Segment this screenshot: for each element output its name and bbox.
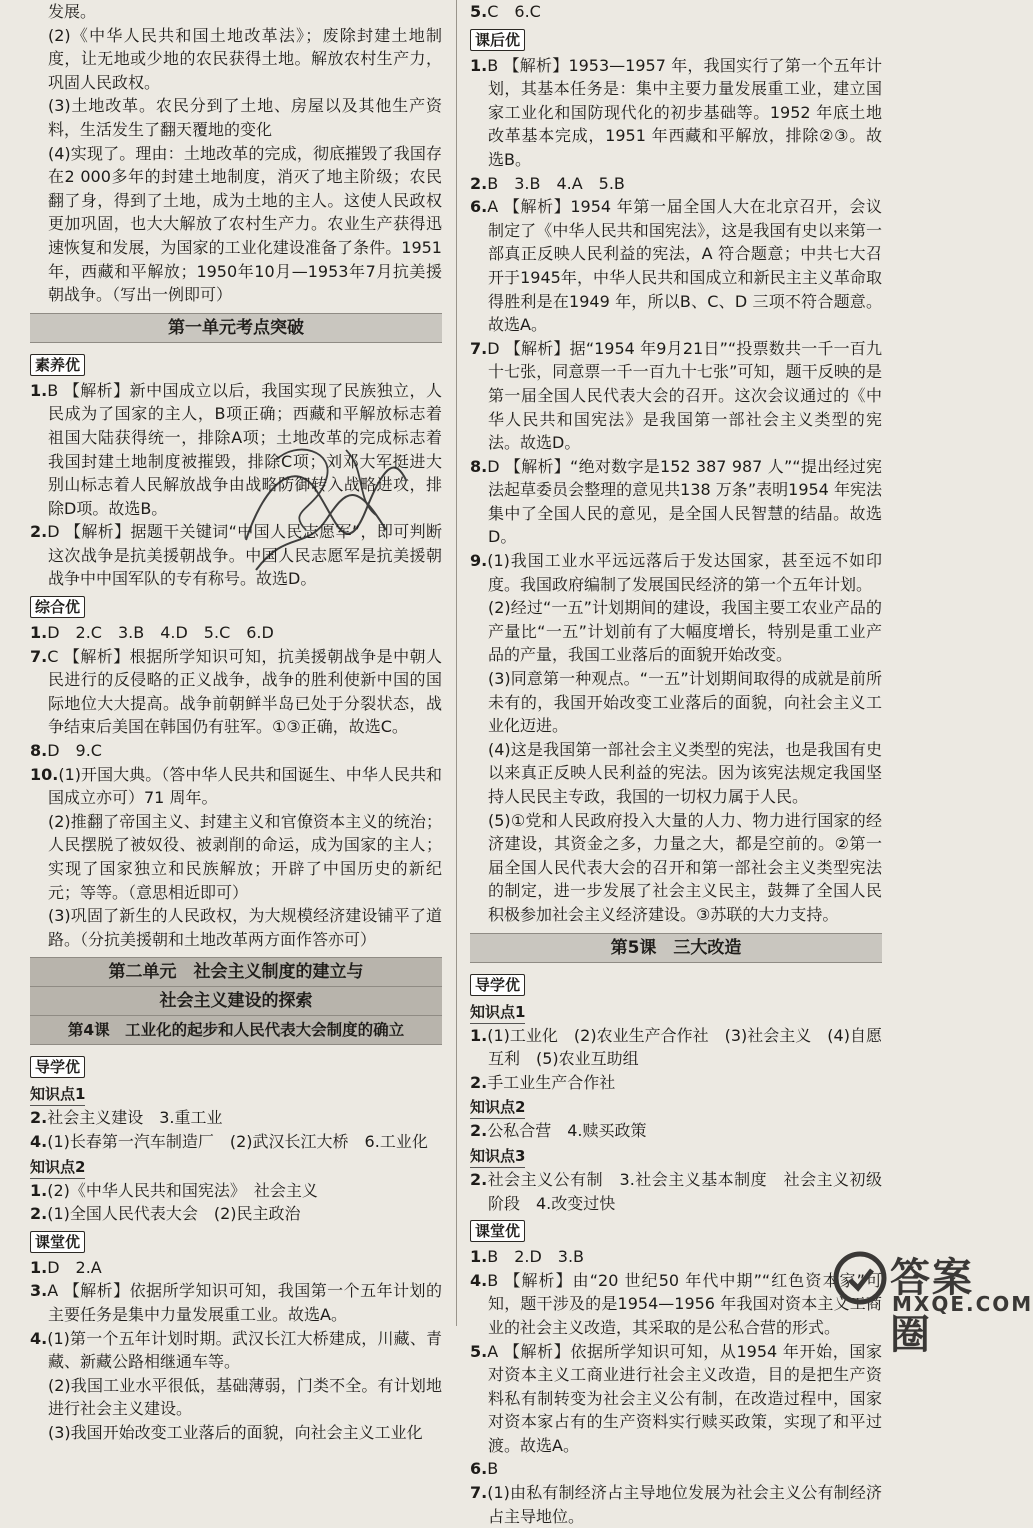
section-heading: 第二单元 社会主义制度的建立与 [30, 957, 442, 987]
answer-item [30, 739, 442, 763]
item-text: (1)开国大典。（答中华人民共和国诞生、中华人民共和国成立亦可）71 周年。 [48, 764, 442, 808]
answer-item [30, 1202, 442, 1226]
item-number: 8. [30, 741, 48, 761]
answer-item [30, 1179, 442, 1203]
answer-subitem: (4)实现了。理由：土地改革的完成，彻底摧毁了我国存在2 000多年的封建土地制度，消灭了地主阶级；农民翻了身，得到了土地，成为土地的主人。这使人民政权更加巩固，也大大解放了农村生产力。农业生产获得迅速恢复和发展，为国家的工业化建设准备了条件。1951 年，西藏和平解放；1950年10月—1953年7月抗美援朝战争。（写出一例即可） [48, 143, 442, 305]
answer-item [470, 337, 882, 455]
item-number: 2. [470, 1121, 488, 1141]
item-number: 5. [470, 2, 488, 21]
section-tag-row [470, 24, 882, 54]
item-number: 5. [470, 1341, 488, 1361]
right-column [470, 0, 882, 1528]
item-text: A 【解析】依据所学知识可知，我国第一个五年计划的主要任务是集中力量发展重工业。故选A。 [47, 1281, 442, 1324]
knowledge-point-row [30, 1154, 442, 1179]
watermark-text: 答案圈 [890, 1255, 974, 1358]
section-tag: 课后优 [470, 29, 525, 51]
item-text: 公私合营 4.赎买政策 [487, 1121, 647, 1141]
section-heading: 第一单元考点突破 [30, 313, 442, 343]
item-number: 2. [30, 522, 48, 542]
answer-item [470, 1481, 882, 1528]
section-tag: 导学优 [30, 1056, 85, 1078]
item-number: 1. [470, 1247, 488, 1267]
item-number: 1. [470, 55, 488, 75]
item-text: (1)我国工业水平远远落后于发达国家，甚至远不如印度。我国政府编制了发展国民经济的第一个五年计划。 [487, 551, 882, 594]
item-number: 3. [30, 1281, 48, 1301]
item-text: B 3.B 4.A 5.B [487, 173, 625, 193]
item-text: (1)第一个五年计划时期。武汉长江大桥建成，川藏、青藏、新藏公路相继通车等。 [47, 1328, 442, 1372]
knowledge-point-row [30, 1081, 442, 1106]
item-number: 1. [30, 380, 48, 400]
item-number: 2. [30, 1108, 48, 1128]
watermark-url: MXQE.COM [892, 1292, 1033, 1316]
section-tag-row [470, 969, 882, 999]
item-number: 2. [470, 1072, 488, 1092]
item-number: 7. [470, 1483, 488, 1503]
section-tag-row [30, 1051, 442, 1081]
section-heading: 社会主义建设的探索 [30, 987, 442, 1016]
item-text: C 【解析】根据所学知识可知，抗美援朝战争是中朝人民进行的反侵略的正义战争，战争的胜利使新中国的国际地位大大提高。战争前朝鲜半岛已处于分裂状态，战争结束后美国在韩国仍有驻军。①③正确，故选C。 [47, 646, 442, 737]
answer-item [470, 54, 882, 172]
answer-item [470, 549, 882, 596]
answer-subitem: (4)这是我国第一部社会主义类型的宪法，也是我国有史以来真正反映人民利益的宪法。因为该宪法规定我国坚持人民民主专政，我国的一切权力属于人民。 [488, 739, 882, 806]
section-heading: 第4课 工业化的起步和人民代表大会制度的确立 [30, 1016, 442, 1045]
knowledge-point-label: 知识点1 [30, 1083, 85, 1106]
section-tag-row [470, 1215, 882, 1245]
answer-item [470, 1457, 882, 1481]
item-text: C 6.C [487, 2, 541, 21]
item-text: A 【解析】1954 年第一届全国人大在北京召开，会议制定了《中华人民共和国宪法》，这是我国有史以来第一部真正反映人民利益的宪法，A 符合题意；中共七大召开于1945年，中华人民共和国成立和新民主主义革命取得胜利是在1949 年，所以B、C、D 三项不符合题意。故选A。 [487, 197, 882, 335]
item-number: 8. [470, 456, 488, 476]
answer-item [470, 1071, 882, 1095]
item-number: 4. [30, 1328, 48, 1348]
knowledge-point-label: 知识点3 [470, 1145, 525, 1168]
answer-item [30, 645, 442, 739]
item-number: 2. [470, 1169, 488, 1189]
item-text: D 9.C [47, 741, 102, 761]
answer-subitem: 发展。 [48, 2, 97, 21]
section-tag: 素养优 [30, 354, 85, 376]
left-column [30, 0, 442, 1445]
answer-item [470, 1168, 882, 1215]
section-tag-row [30, 349, 442, 379]
item-number: 9. [470, 551, 488, 571]
section-heading: 第5课 三大改造 [470, 933, 882, 963]
item-text: (1)由私有制经济占主导地位发展为社会主义公有制经济占主导地位。 [487, 1483, 882, 1526]
answer-item [470, 455, 882, 549]
item-number: 6. [470, 1459, 488, 1479]
answer-item [470, 172, 882, 196]
item-text: D 2.C 3.B 4.D 5.C 6.D [47, 623, 274, 643]
knowledge-point-row [470, 1094, 882, 1119]
answer-subitem: (5)①党和人民政府投入大量的人力、物力进行国家的经济建设，其资金之多，力量之大，都是空前的。②第一届全国人民代表大会的召开和第一部社会主义类型宪法的制定，进一步发展了社会主义民主，鼓舞了全国人民积极参加社会主义经济建设。③苏联的大力支持。 [488, 810, 882, 924]
answer-item [470, 0, 882, 24]
item-text: 社会主义建设 3.重工业 [47, 1108, 223, 1128]
item-text: B 2.D 3.B [487, 1247, 585, 1267]
answer-item [30, 1279, 442, 1326]
answer-item [470, 1119, 882, 1143]
item-number: 7. [470, 338, 488, 358]
section-tag: 综合优 [30, 596, 85, 618]
knowledge-point-row [470, 1143, 882, 1168]
answer-subitem: (2)《中华人民共和国土地改革法》；废除封建土地制度，让无地或少地的农民获得土地。解放农村生产力，巩固人民政权。 [48, 25, 442, 92]
item-text: 手工业生产合作社 [487, 1072, 616, 1092]
answer-item [30, 520, 442, 591]
item-text: A 【解析】依据所学知识可知，从1954 年开始，国家对资本主义工商业进行社会主义改造，目的是把生产资料私有制转变为社会主义公有制，在改造过程中，国家对资本家占有的生产资料实行赎买政策，实现了和平过渡。故选A。 [487, 1341, 882, 1455]
knowledge-point-label: 知识点1 [470, 1001, 525, 1024]
item-text: B 【解析】由“20 世纪50 年代中期”“红色资本家”可知，题干涉及的是1954—1956 年我国对资本主义工商业的社会主义改造，其采取的是公私合营的形式。 [487, 1270, 882, 1337]
section-tag: 课堂优 [30, 1231, 85, 1253]
item-text: (1)长春第一汽车制造厂 (2)武汉长江大桥 6.工业化 [47, 1131, 428, 1151]
answer-item [30, 1327, 442, 1374]
item-number: 10. [30, 764, 59, 784]
item-number: 2. [30, 1204, 48, 1224]
item-number: 1. [30, 1257, 48, 1277]
answer-subitem: (2)经过“一五”计划期间的建设，我国主要工农业产品的产量比“一五”计划前有了大幅度增长，特别是重工业产品的产量，我国工业落后的面貌开始改变。 [488, 598, 882, 665]
item-text: (2)《中华人民共和国宪法》 社会主义 [47, 1180, 318, 1200]
item-text: (1)工业化 (2)农业生产合作社 (3)社会主义 (4)自愿互利 (5)农业互助组 [487, 1025, 882, 1069]
answer-subitem: (3)同意第一种观点。“一五”计划期间取得的成就是前所未有的，我国开始改变工业落后的面貌，向社会主义工业化迈进。 [488, 669, 882, 736]
item-number: 6. [470, 197, 488, 217]
item-number: 4. [470, 1270, 488, 1290]
item-text: D 【解析】据“1954 年9月21日”“投票数共一千一百九十七张，同意票一千一百九十七张”可知，题干反映的是第一届全国人民代表大会的召开。这次会议通过的《中华人民共和国宪法》是我国第一部社会主义类型的宪法。故选D。 [487, 338, 882, 453]
answer-item [30, 1256, 442, 1280]
item-text: D 【解析】据题干关键词“中国人民志愿军”，即可判断这次战争是抗美援朝战争。中国人民志愿军是抗美援朝战争中中国军队的专有称号。故选D。 [47, 522, 442, 589]
column-divider [456, 0, 457, 1326]
answer-subitem: (3)巩固了新生的人民政权，为大规模经济建设铺平了道路。（分抗美援朝和土地改革两方面作答亦可） [48, 906, 442, 949]
answer-item [470, 1269, 882, 1340]
answer-item [30, 1130, 442, 1154]
item-number: 7. [30, 646, 48, 666]
answer-subitem: (2)我国工业水平很低，基础薄弱，门类不全。有计划地进行社会主义建设。 [48, 1375, 442, 1419]
answer-subitem: (3)土地改革。农民分到了土地、房屋以及其他生产资料，生活发生了翻天覆地的变化 [48, 96, 442, 139]
answer-subitem: (3)我国开始改变工业落后的面貌，向社会主义工业化 [48, 1422, 423, 1442]
answer-item [470, 1245, 882, 1269]
item-number: 4. [30, 1131, 48, 1151]
item-number: 2. [470, 173, 488, 193]
answer-item [30, 379, 442, 521]
item-text: B 【解析】新中国成立以后，我国实现了民族独立，人民成为了国家的主人，B项正确；西藏和平解放标志着祖国大陆获得统一，排除A项；土地改革的完成标志着我国封建土地制度被摧毁，排除C项；刘邓大军挺进大别山标志着人民解放战争由战略防御转入战略进攻，排除D项。故选B。 [47, 380, 442, 518]
item-text: D 2.A [47, 1257, 102, 1277]
item-text: B [487, 1459, 499, 1479]
item-text: B 【解析】1953—1957 年，我国实行了第一个五年计划，其基本任务是：集中主要力量发展重工业，建立国家工业化和国防现代化的初步基础等。1952 年底土地改革基本完成，1951 年西藏和平解放，排除②③。故选B。 [487, 55, 882, 169]
item-number: 1. [30, 623, 48, 643]
answer-subitem: (2)推翻了帝国主义、封建主义和官僚资本主义的统治；人民摆脱了被奴役、被剥削的命运，成为国家的主人；实现了国家独立和民族解放；开辟了中国历史的新纪元；等等。（意思相近即可） [48, 811, 442, 902]
knowledge-point-label: 知识点2 [30, 1156, 85, 1179]
answer-item [470, 1024, 882, 1071]
section-tag: 课堂优 [470, 1220, 525, 1242]
answer-item [30, 621, 442, 645]
answer-item [470, 1340, 882, 1458]
answer-item [30, 1106, 442, 1130]
item-text: (1)全国人民代表大会 (2)民主政治 [47, 1204, 301, 1224]
section-tag: 导学优 [470, 974, 525, 996]
item-number: 1. [470, 1025, 488, 1045]
answer-item [30, 763, 442, 810]
knowledge-point-label: 知识点2 [470, 1096, 525, 1119]
item-number: 1. [30, 1180, 48, 1200]
item-text: D 【解析】“绝对数字是152 387 987 人”“提出经过宪法起草委员会整理的意见共138 万条”表明1954 年宪法集中了全国人民的意见，是全国人民智慧的结晶。故选D。 [487, 456, 882, 547]
item-text: 社会主义公有制 3.社会主义基本制度 社会主义初级阶段 4.改变过快 [487, 1169, 882, 1213]
knowledge-point-row [470, 999, 882, 1024]
section-tag-row [30, 1226, 442, 1256]
answer-item [470, 195, 882, 337]
section-tag-row [30, 591, 442, 621]
